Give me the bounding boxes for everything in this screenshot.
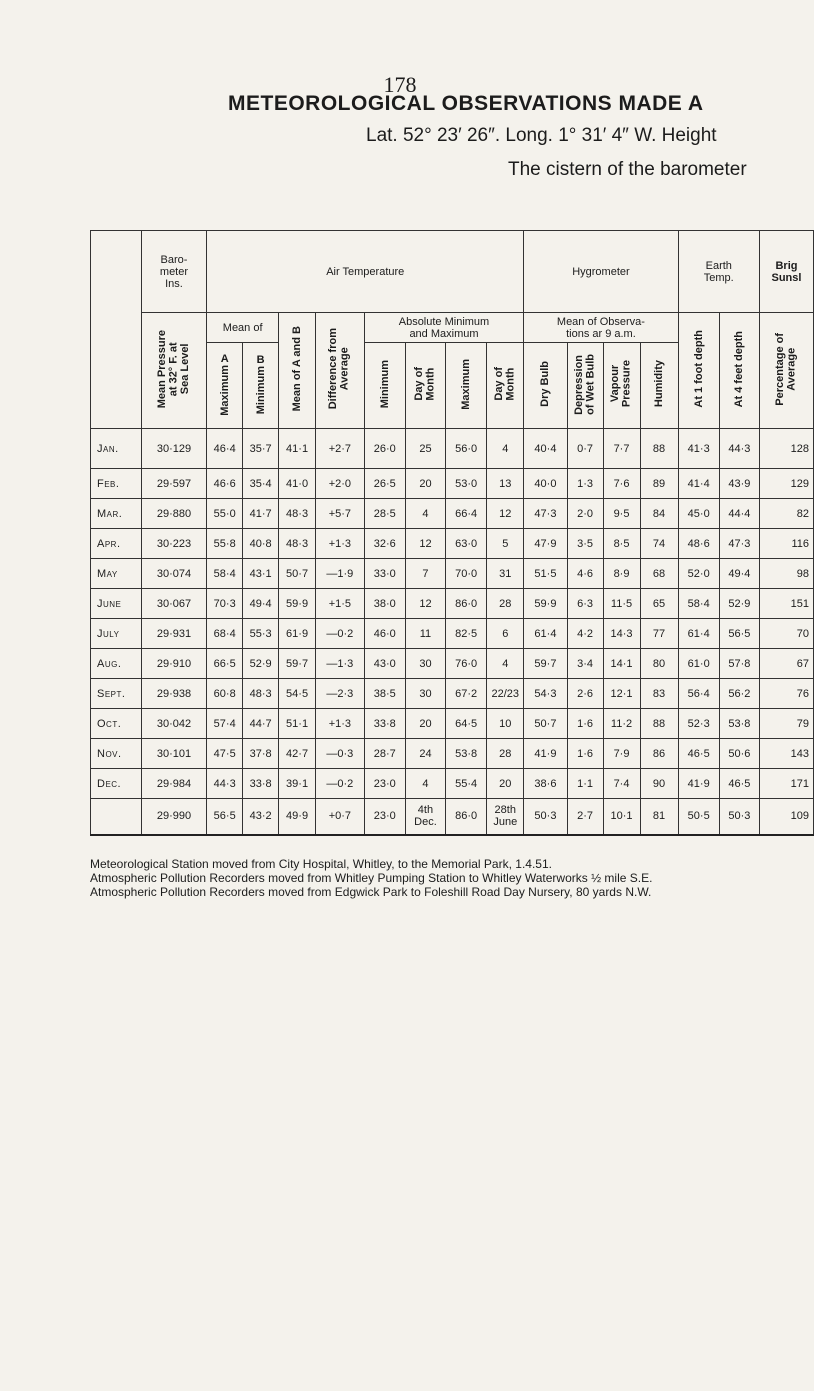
abs-max-cell: 82·5 bbox=[446, 619, 487, 649]
max-temp-cell: 44·3 bbox=[207, 769, 243, 799]
earth-1ft-header: At 1 foot depth bbox=[678, 313, 719, 429]
humidity-cell: 80 bbox=[640, 649, 678, 679]
abs-max-cell: 63·0 bbox=[446, 529, 487, 559]
earth-1ft-cell: 56·4 bbox=[678, 679, 719, 709]
earth-4ft-cell: 52·9 bbox=[719, 589, 759, 619]
vapour-cell: 7·4 bbox=[603, 769, 640, 799]
day-max-cell: 10 bbox=[487, 709, 524, 739]
day-max-cell: 5 bbox=[487, 529, 524, 559]
pressure-cell: 29·931 bbox=[141, 619, 207, 649]
annual-earth-1ft-cell: 50·5 bbox=[678, 799, 719, 835]
min-temp-cell: 48·3 bbox=[243, 679, 279, 709]
abs-max-cell: 66·4 bbox=[446, 499, 487, 529]
annual-vapour-cell: 10·1 bbox=[603, 799, 640, 835]
earth-temp-group-header: Earth Temp. bbox=[678, 231, 759, 313]
sunshine-pct-cell: 79 bbox=[759, 709, 813, 739]
difference-header: Difference from Average bbox=[316, 313, 365, 429]
difference-cell: +2·0 bbox=[316, 469, 365, 499]
depression-cell: 1·6 bbox=[567, 709, 603, 739]
mean-temp-cell: 51·1 bbox=[279, 709, 316, 739]
footnote: Atmospheric Pollution Recorders moved from Edgwick Park to Foleshill Road Day Nursery, 80 yards N.W. bbox=[90, 885, 652, 899]
pressure-cell: 30·129 bbox=[141, 429, 207, 469]
day-max-cell: 4 bbox=[487, 429, 524, 469]
sunshine-pct-cell: 151 bbox=[759, 589, 813, 619]
sunshine-group-header: Brig Sunsl bbox=[759, 231, 813, 313]
absolute-group-header: Absolute Minimum and Maximum bbox=[364, 313, 524, 343]
max-temp-cell: 55·0 bbox=[207, 499, 243, 529]
max-temp-cell: 46·4 bbox=[207, 429, 243, 469]
humidity-cell: 74 bbox=[640, 529, 678, 559]
location-line: Lat. 52° 23′ 26″. Long. 1° 31′ 4″ W. Height bbox=[366, 125, 717, 146]
annual-abs-min-cell: 23·0 bbox=[364, 799, 405, 835]
month-cell: Aug. bbox=[91, 649, 142, 679]
earth-4ft-header: At 4 feet depth bbox=[719, 313, 759, 429]
earth-1ft-cell: 61·0 bbox=[678, 649, 719, 679]
table-row bbox=[91, 619, 814, 649]
day-min-cell: 11 bbox=[405, 619, 445, 649]
difference-cell: —0·2 bbox=[316, 619, 365, 649]
min-temp-cell: 33·8 bbox=[243, 769, 279, 799]
abs-min-cell: 26·5 bbox=[364, 469, 405, 499]
month-cell: Dec. bbox=[91, 769, 142, 799]
earth-4ft-cell: 47·3 bbox=[719, 529, 759, 559]
annual-earth-4ft-cell: 50·3 bbox=[719, 799, 759, 835]
day-max-cell: 6 bbox=[487, 619, 524, 649]
dry-bulb-cell: 50·7 bbox=[524, 709, 567, 739]
min-temp-cell: 35·7 bbox=[243, 429, 279, 469]
abs-max-cell: 56·0 bbox=[446, 429, 487, 469]
humidity-cell: 89 bbox=[640, 469, 678, 499]
sunshine-pct-cell: 70 bbox=[759, 619, 813, 649]
earth-1ft-cell: 52·3 bbox=[678, 709, 719, 739]
sunshine-pct-cell: 129 bbox=[759, 469, 813, 499]
max-temp-cell: 66·5 bbox=[207, 649, 243, 679]
max-temp-cell: 46·6 bbox=[207, 469, 243, 499]
sunshine-pct-cell: 143 bbox=[759, 739, 813, 769]
month-cell: July bbox=[91, 619, 142, 649]
earth-4ft-cell: 46·5 bbox=[719, 769, 759, 799]
table-row bbox=[91, 769, 814, 799]
abs-max-cell: 64·5 bbox=[446, 709, 487, 739]
vapour-header: Vapour Pressure bbox=[603, 343, 640, 429]
min-temp-cell: 43·1 bbox=[243, 559, 279, 589]
table-row bbox=[91, 429, 814, 469]
annual-humidity-cell: 81 bbox=[640, 799, 678, 835]
annual-label-cell bbox=[91, 799, 142, 835]
min-temp-cell: 35·4 bbox=[243, 469, 279, 499]
earth-1ft-cell: 41·9 bbox=[678, 769, 719, 799]
abs-max-cell: 67·2 bbox=[446, 679, 487, 709]
abs-max-cell: 53·0 bbox=[446, 469, 487, 499]
earth-4ft-cell: 56·2 bbox=[719, 679, 759, 709]
abs-max-header: Maximum bbox=[446, 343, 487, 429]
dry-bulb-cell: 59·9 bbox=[524, 589, 567, 619]
min-temp-cell: 40·8 bbox=[243, 529, 279, 559]
humidity-cell: 83 bbox=[640, 679, 678, 709]
difference-cell: —1·9 bbox=[316, 559, 365, 589]
month-cell: June bbox=[91, 589, 142, 619]
sunshine-pct-cell: 171 bbox=[759, 769, 813, 799]
max-temp-cell: 47·5 bbox=[207, 739, 243, 769]
observations-table-wrap bbox=[90, 230, 809, 829]
abs-max-cell: 70·0 bbox=[446, 559, 487, 589]
pressure-cell: 30·101 bbox=[141, 739, 207, 769]
day-max-cell: 31 bbox=[487, 559, 524, 589]
pressure-cell: 30·223 bbox=[141, 529, 207, 559]
abs-min-cell: 26·0 bbox=[364, 429, 405, 469]
vapour-cell: 7·6 bbox=[603, 469, 640, 499]
table-row bbox=[91, 709, 814, 739]
page-number: 178 bbox=[383, 72, 417, 97]
earth-4ft-cell: 44·3 bbox=[719, 429, 759, 469]
vapour-cell: 14·3 bbox=[603, 619, 640, 649]
min-temp-cell: 49·4 bbox=[243, 589, 279, 619]
footnote: Atmospheric Pollution Recorders moved from Whitley Pumping Station to Whitley Waterworks ½ mile S.E. bbox=[90, 871, 653, 885]
table-row bbox=[91, 499, 814, 529]
vapour-cell: 8·5 bbox=[603, 529, 640, 559]
annual-max-temp-cell: 56·5 bbox=[207, 799, 243, 835]
earth-1ft-cell: 41·3 bbox=[678, 429, 719, 469]
month-cell: Nov. bbox=[91, 739, 142, 769]
earth-4ft-cell: 44·4 bbox=[719, 499, 759, 529]
day-min-cell: 30 bbox=[405, 649, 445, 679]
max-temp-cell: 55·8 bbox=[207, 529, 243, 559]
abs-min-cell: 33·8 bbox=[364, 709, 405, 739]
mean-temp-cell: 42·7 bbox=[279, 739, 316, 769]
month-cell: Feb. bbox=[91, 469, 142, 499]
day-min-cell: 12 bbox=[405, 529, 445, 559]
depression-cell: 2·6 bbox=[567, 679, 603, 709]
mean-temp-cell: 54·5 bbox=[279, 679, 316, 709]
table-row bbox=[91, 649, 814, 679]
depression-header: Depression of Wet Bulb bbox=[567, 343, 603, 429]
month-cell: Apr. bbox=[91, 529, 142, 559]
annual-abs-max-cell: 86·0 bbox=[446, 799, 487, 835]
table-row bbox=[91, 739, 814, 769]
day-max-cell: 13 bbox=[487, 469, 524, 499]
humidity-cell: 84 bbox=[640, 499, 678, 529]
humidity-cell: 90 bbox=[640, 769, 678, 799]
depression-cell: 4·6 bbox=[567, 559, 603, 589]
dry-bulb-cell: 54·3 bbox=[524, 679, 567, 709]
sunshine-pct-cell: 98 bbox=[759, 559, 813, 589]
day-min-cell: 12 bbox=[405, 589, 445, 619]
pressure-cell: 29·597 bbox=[141, 469, 207, 499]
hygrometer-group-header: Hygrometer bbox=[524, 231, 678, 313]
depression-cell: 2·0 bbox=[567, 499, 603, 529]
sunshine-pct-header: Percentage of Average bbox=[759, 313, 813, 429]
table-row bbox=[91, 679, 814, 709]
sunshine-pct-cell: 76 bbox=[759, 679, 813, 709]
day-max-cell: 20 bbox=[487, 769, 524, 799]
abs-min-cell: 32·6 bbox=[364, 529, 405, 559]
vapour-cell: 7·7 bbox=[603, 429, 640, 469]
pressure-cell: 29·938 bbox=[141, 679, 207, 709]
day-min-cell: 20 bbox=[405, 469, 445, 499]
humidity-cell: 65 bbox=[640, 589, 678, 619]
dry-bulb-cell: 47·9 bbox=[524, 529, 567, 559]
vapour-cell: 11·2 bbox=[603, 709, 640, 739]
footnote: Meteorological Station moved from City Hospital, Whitley, to the Memorial Park, 1.4.51. bbox=[90, 857, 552, 871]
earth-1ft-cell: 48·6 bbox=[678, 529, 719, 559]
mean-pressure-header: Mean Pressure at 32° F. at Sea Level bbox=[141, 313, 207, 429]
annual-depression-cell: 2·7 bbox=[567, 799, 603, 835]
annual-difference-cell: +0·7 bbox=[316, 799, 365, 835]
difference-cell: +5·7 bbox=[316, 499, 365, 529]
vapour-cell: 8·9 bbox=[603, 559, 640, 589]
sunshine-pct-cell: 67 bbox=[759, 649, 813, 679]
max-header: A Maximum bbox=[207, 343, 243, 429]
table-row bbox=[91, 529, 814, 559]
day-max-cell: 28 bbox=[487, 739, 524, 769]
day-min-cell: 4 bbox=[405, 499, 445, 529]
day-max-header: Day of Month bbox=[487, 343, 524, 429]
earth-4ft-cell: 53·8 bbox=[719, 709, 759, 739]
abs-max-cell: 86·0 bbox=[446, 589, 487, 619]
humidity-cell: 77 bbox=[640, 619, 678, 649]
difference-cell: +2·7 bbox=[316, 429, 365, 469]
pressure-cell: 30·042 bbox=[141, 709, 207, 739]
earth-1ft-cell: 41·4 bbox=[678, 469, 719, 499]
dry-bulb-header: Dry Bulb bbox=[524, 343, 567, 429]
footnotes bbox=[90, 857, 800, 899]
abs-min-cell: 33·0 bbox=[364, 559, 405, 589]
depression-cell: 6·3 bbox=[567, 589, 603, 619]
dry-bulb-cell: 40·4 bbox=[524, 429, 567, 469]
difference-cell: —0·3 bbox=[316, 739, 365, 769]
abs-min-cell: 28·5 bbox=[364, 499, 405, 529]
sunshine-pct-cell: 128 bbox=[759, 429, 813, 469]
month-cell: Oct. bbox=[91, 709, 142, 739]
vapour-cell: 14·1 bbox=[603, 649, 640, 679]
earth-4ft-cell: 50·6 bbox=[719, 739, 759, 769]
mean-temp-cell: 48·3 bbox=[279, 529, 316, 559]
dry-bulb-cell: 40·0 bbox=[524, 469, 567, 499]
day-min-cell: 24 bbox=[405, 739, 445, 769]
max-temp-cell: 70·3 bbox=[207, 589, 243, 619]
vapour-cell: 9·5 bbox=[603, 499, 640, 529]
vapour-cell: 11·5 bbox=[603, 589, 640, 619]
earth-1ft-cell: 46·5 bbox=[678, 739, 719, 769]
table-row bbox=[91, 469, 814, 499]
observations-group-header: Mean of Observa- tions ar 9 a.m. bbox=[524, 313, 678, 343]
annual-pressure-cell: 29·990 bbox=[141, 799, 207, 835]
depression-cell: 4·2 bbox=[567, 619, 603, 649]
abs-min-cell: 38·5 bbox=[364, 679, 405, 709]
earth-1ft-cell: 52·0 bbox=[678, 559, 719, 589]
dry-bulb-cell: 41·9 bbox=[524, 739, 567, 769]
dry-bulb-cell: 61·4 bbox=[524, 619, 567, 649]
depression-cell: 3·5 bbox=[567, 529, 603, 559]
depression-cell: 0·7 bbox=[567, 429, 603, 469]
sunshine-pct-cell: 82 bbox=[759, 499, 813, 529]
cistern-line: The cistern of the barometer bbox=[508, 159, 747, 180]
month-cell: Sept. bbox=[91, 679, 142, 709]
air-temperature-group-header: Air Temperature bbox=[207, 231, 524, 313]
humidity-cell: 88 bbox=[640, 709, 678, 739]
max-temp-cell: 60·8 bbox=[207, 679, 243, 709]
earth-4ft-cell: 43·9 bbox=[719, 469, 759, 499]
mean-temp-cell: 48·3 bbox=[279, 499, 316, 529]
pressure-cell: 29·984 bbox=[141, 769, 207, 799]
table-row bbox=[91, 589, 814, 619]
page-title: METEOROLOGICAL OBSERVATIONS MADE A bbox=[228, 92, 704, 115]
month-cell: Mar. bbox=[91, 499, 142, 529]
annual-dry-bulb-cell: 50·3 bbox=[524, 799, 567, 835]
month-header-blank bbox=[91, 231, 142, 429]
pressure-cell: 30·074 bbox=[141, 559, 207, 589]
earth-1ft-cell: 61·4 bbox=[678, 619, 719, 649]
mean-of-header: Mean of bbox=[207, 313, 279, 343]
pressure-cell: 29·910 bbox=[141, 649, 207, 679]
dry-bulb-cell: 38·6 bbox=[524, 769, 567, 799]
dry-bulb-cell: 51·5 bbox=[524, 559, 567, 589]
mean-temp-cell: 59·9 bbox=[279, 589, 316, 619]
earth-1ft-cell: 58·4 bbox=[678, 589, 719, 619]
difference-cell: —0·2 bbox=[316, 769, 365, 799]
table-row bbox=[91, 559, 814, 589]
mean-temp-cell: 39·1 bbox=[279, 769, 316, 799]
annual-min-temp-cell: 43·2 bbox=[243, 799, 279, 835]
max-temp-cell: 68·4 bbox=[207, 619, 243, 649]
month-cell: May bbox=[91, 559, 142, 589]
table-body bbox=[91, 429, 814, 835]
annual-total-row bbox=[91, 799, 814, 835]
abs-min-header: Minimum bbox=[364, 343, 405, 429]
day-min-cell: 20 bbox=[405, 709, 445, 739]
annual-mean-temp-cell: 49·9 bbox=[279, 799, 316, 835]
humidity-header: Humidity bbox=[640, 343, 678, 429]
abs-min-cell: 23·0 bbox=[364, 769, 405, 799]
min-temp-cell: 52·9 bbox=[243, 649, 279, 679]
mean-ab-header: Mean of A and B bbox=[279, 313, 316, 429]
abs-max-cell: 55·4 bbox=[446, 769, 487, 799]
earth-1ft-cell: 45·0 bbox=[678, 499, 719, 529]
annual-sunshine-pct-cell: 109 bbox=[759, 799, 813, 835]
annual-day-min-cell: 4th Dec. bbox=[405, 799, 445, 835]
abs-min-cell: 28·7 bbox=[364, 739, 405, 769]
mean-temp-cell: 61·9 bbox=[279, 619, 316, 649]
pressure-cell: 29·880 bbox=[141, 499, 207, 529]
difference-cell: +1·5 bbox=[316, 589, 365, 619]
observations-table bbox=[90, 230, 814, 836]
max-temp-cell: 57·4 bbox=[207, 709, 243, 739]
pressure-cell: 30·067 bbox=[141, 589, 207, 619]
min-temp-cell: 44·7 bbox=[243, 709, 279, 739]
max-temp-cell: 58·4 bbox=[207, 559, 243, 589]
sunshine-pct-cell: 116 bbox=[759, 529, 813, 559]
abs-min-cell: 38·0 bbox=[364, 589, 405, 619]
mean-temp-cell: 41·0 bbox=[279, 469, 316, 499]
day-min-cell: 30 bbox=[405, 679, 445, 709]
humidity-cell: 68 bbox=[640, 559, 678, 589]
depression-cell: 1·3 bbox=[567, 469, 603, 499]
day-min-cell: 25 bbox=[405, 429, 445, 469]
day-max-cell: 4 bbox=[487, 649, 524, 679]
earth-4ft-cell: 49·4 bbox=[719, 559, 759, 589]
day-max-cell: 28 bbox=[487, 589, 524, 619]
day-max-cell: 22/23 bbox=[487, 679, 524, 709]
min-temp-cell: 37·8 bbox=[243, 739, 279, 769]
annual-day-max-cell: 28th June bbox=[487, 799, 524, 835]
vapour-cell: 7·9 bbox=[603, 739, 640, 769]
difference-cell: —2·3 bbox=[316, 679, 365, 709]
month-cell: Jan. bbox=[91, 429, 142, 469]
day-min-cell: 4 bbox=[405, 769, 445, 799]
min-header: B Minimum bbox=[243, 343, 279, 429]
day-min-header: Day of Month bbox=[405, 343, 445, 429]
earth-4ft-cell: 57·8 bbox=[719, 649, 759, 679]
depression-cell: 3·4 bbox=[567, 649, 603, 679]
difference-cell: +1·3 bbox=[316, 529, 365, 559]
abs-max-cell: 76·0 bbox=[446, 649, 487, 679]
barometer-group-header: Baro- meter Ins. bbox=[141, 231, 207, 313]
earth-4ft-cell: 56·5 bbox=[719, 619, 759, 649]
vapour-cell: 12·1 bbox=[603, 679, 640, 709]
mean-temp-cell: 50·7 bbox=[279, 559, 316, 589]
mean-temp-cell: 59·7 bbox=[279, 649, 316, 679]
day-min-cell: 7 bbox=[405, 559, 445, 589]
difference-cell: +1·3 bbox=[316, 709, 365, 739]
dry-bulb-cell: 59·7 bbox=[524, 649, 567, 679]
abs-min-cell: 43·0 bbox=[364, 649, 405, 679]
dry-bulb-cell: 47·3 bbox=[524, 499, 567, 529]
min-temp-cell: 41·7 bbox=[243, 499, 279, 529]
mean-temp-cell: 41·1 bbox=[279, 429, 316, 469]
difference-cell: —1·3 bbox=[316, 649, 365, 679]
depression-cell: 1·1 bbox=[567, 769, 603, 799]
humidity-cell: 86 bbox=[640, 739, 678, 769]
abs-max-cell: 53·8 bbox=[446, 739, 487, 769]
depression-cell: 1·6 bbox=[567, 739, 603, 769]
min-temp-cell: 55·3 bbox=[243, 619, 279, 649]
humidity-cell: 88 bbox=[640, 429, 678, 469]
abs-min-cell: 46·0 bbox=[364, 619, 405, 649]
day-max-cell: 12 bbox=[487, 499, 524, 529]
